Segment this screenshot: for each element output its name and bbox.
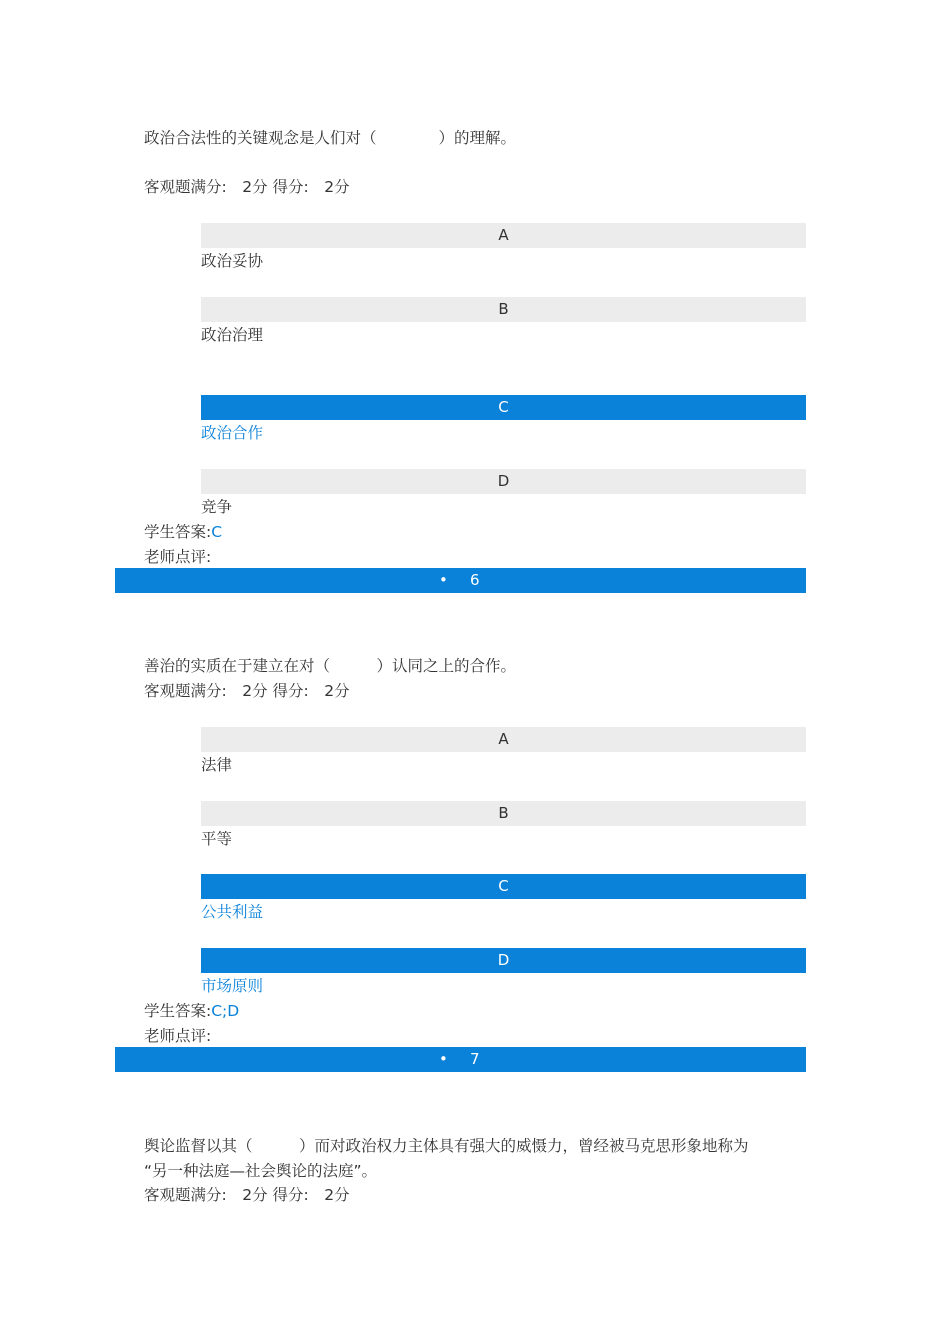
score-line: 客观题满分: 2分 得分: 2分	[144, 1186, 350, 1204]
student-answer-label: 学生答案:	[144, 1002, 212, 1020]
score-line: 客观题满分: 2分 得分: 2分	[144, 682, 350, 700]
question-number-bar[interactable]	[115, 568, 806, 593]
option-c-header[interactable]: C	[201, 395, 806, 420]
student-answer	[144, 520, 222, 544]
option-a-header[interactable]: A	[201, 223, 806, 248]
student-answer-value: C;D	[211, 1002, 240, 1020]
option-d-header[interactable]: D	[201, 948, 806, 973]
question-text: 善治的实质在于建立在对（ ）认同之上的合作。	[144, 657, 517, 675]
question-text-line2: “另一种法庭—社会舆论的法庭”。	[144, 1162, 378, 1180]
teacher-comment-label: 老师点评:	[144, 548, 212, 566]
student-answer-label: 学生答案:	[144, 523, 212, 541]
option-d-text[interactable]: 竞争	[201, 498, 233, 516]
question-text-line1: 舆论监督以其（ ）而对政治权力主体具有强大的威慑力，曾经被马克思形象地称为	[144, 1137, 749, 1155]
question-text: 政治合法性的关键观念是人们对（ ）的理解。	[144, 129, 517, 147]
question-number-bar[interactable]	[115, 1047, 806, 1072]
option-d-header[interactable]: D	[201, 469, 806, 494]
question-number: 7	[470, 1050, 480, 1068]
bullet-icon: •	[439, 1050, 448, 1068]
option-a-text[interactable]: 法律	[201, 756, 233, 774]
student-answer-value: C	[211, 523, 223, 541]
option-c-text[interactable]: 公共利益	[201, 903, 264, 921]
option-a-text[interactable]: 政治妥协	[201, 252, 264, 270]
option-c-text[interactable]: 政治合作	[201, 424, 264, 442]
bullet-icon: •	[439, 571, 448, 589]
option-a-header[interactable]: A	[201, 727, 806, 752]
teacher-comment-label: 老师点评:	[144, 1027, 212, 1045]
option-b-header[interactable]: B	[201, 801, 806, 826]
student-answer	[144, 999, 239, 1023]
option-c-header[interactable]: C	[201, 874, 806, 899]
option-b-text[interactable]: 政治治理	[201, 326, 264, 344]
question-number: 6	[470, 571, 480, 589]
option-b-text[interactable]: 平等	[201, 830, 233, 848]
score-line: 客观题满分: 2分 得分: 2分	[144, 178, 350, 196]
option-b-header[interactable]: B	[201, 297, 806, 322]
option-d-text[interactable]: 市场原则	[201, 977, 264, 995]
